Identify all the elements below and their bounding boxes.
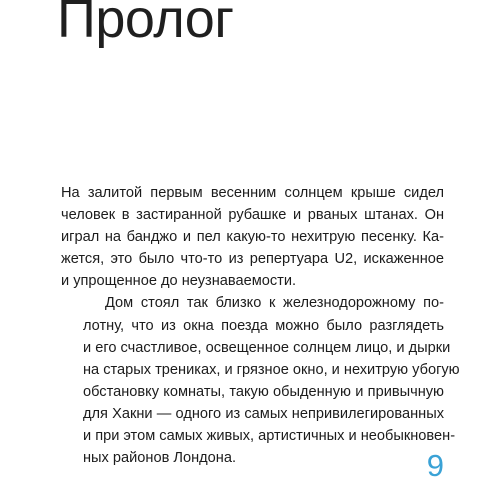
text-line: ных районов Лондона. [83, 450, 236, 467]
text-line: обстановку комнаты, такую обыденную и привычную [83, 383, 444, 400]
text-line: и его счастливое, освещенное солнцем лицо, и дырки [83, 339, 451, 356]
page-number: 9 [426, 448, 444, 483]
text-line: играл на банджо и пел какую-то нехитрую песенку. Ка- [61, 229, 444, 246]
text-line: жется, это было что-то из репертуара U2, искаженное [61, 251, 444, 268]
text-line: и при этом самых живых, артистичных и необыкновен- [83, 428, 456, 445]
paragraph-2 [61, 292, 460, 469]
paragraph-1 [61, 182, 444, 292]
text-line: человек в застиранной рубашке и рваных штанах. Он [61, 207, 444, 224]
text-line: и упрощенное до неузнаваемости. [61, 273, 297, 290]
text-line: Дом стоял так близко к железнодорожному по- [105, 295, 444, 312]
text-line: На залитой первым весенним солнцем крыше сидел [61, 185, 444, 201]
body-text [61, 182, 460, 469]
text-line: лотну, что из окна поезда можно было разглядеть [83, 317, 444, 334]
text-line: на старых трениках, и грязное окно, и нехитрую убогую [83, 361, 460, 378]
text-line: для Хакни — одного из самых непривилегированных [83, 405, 444, 422]
chapter-title: Пролог [57, 0, 234, 49]
